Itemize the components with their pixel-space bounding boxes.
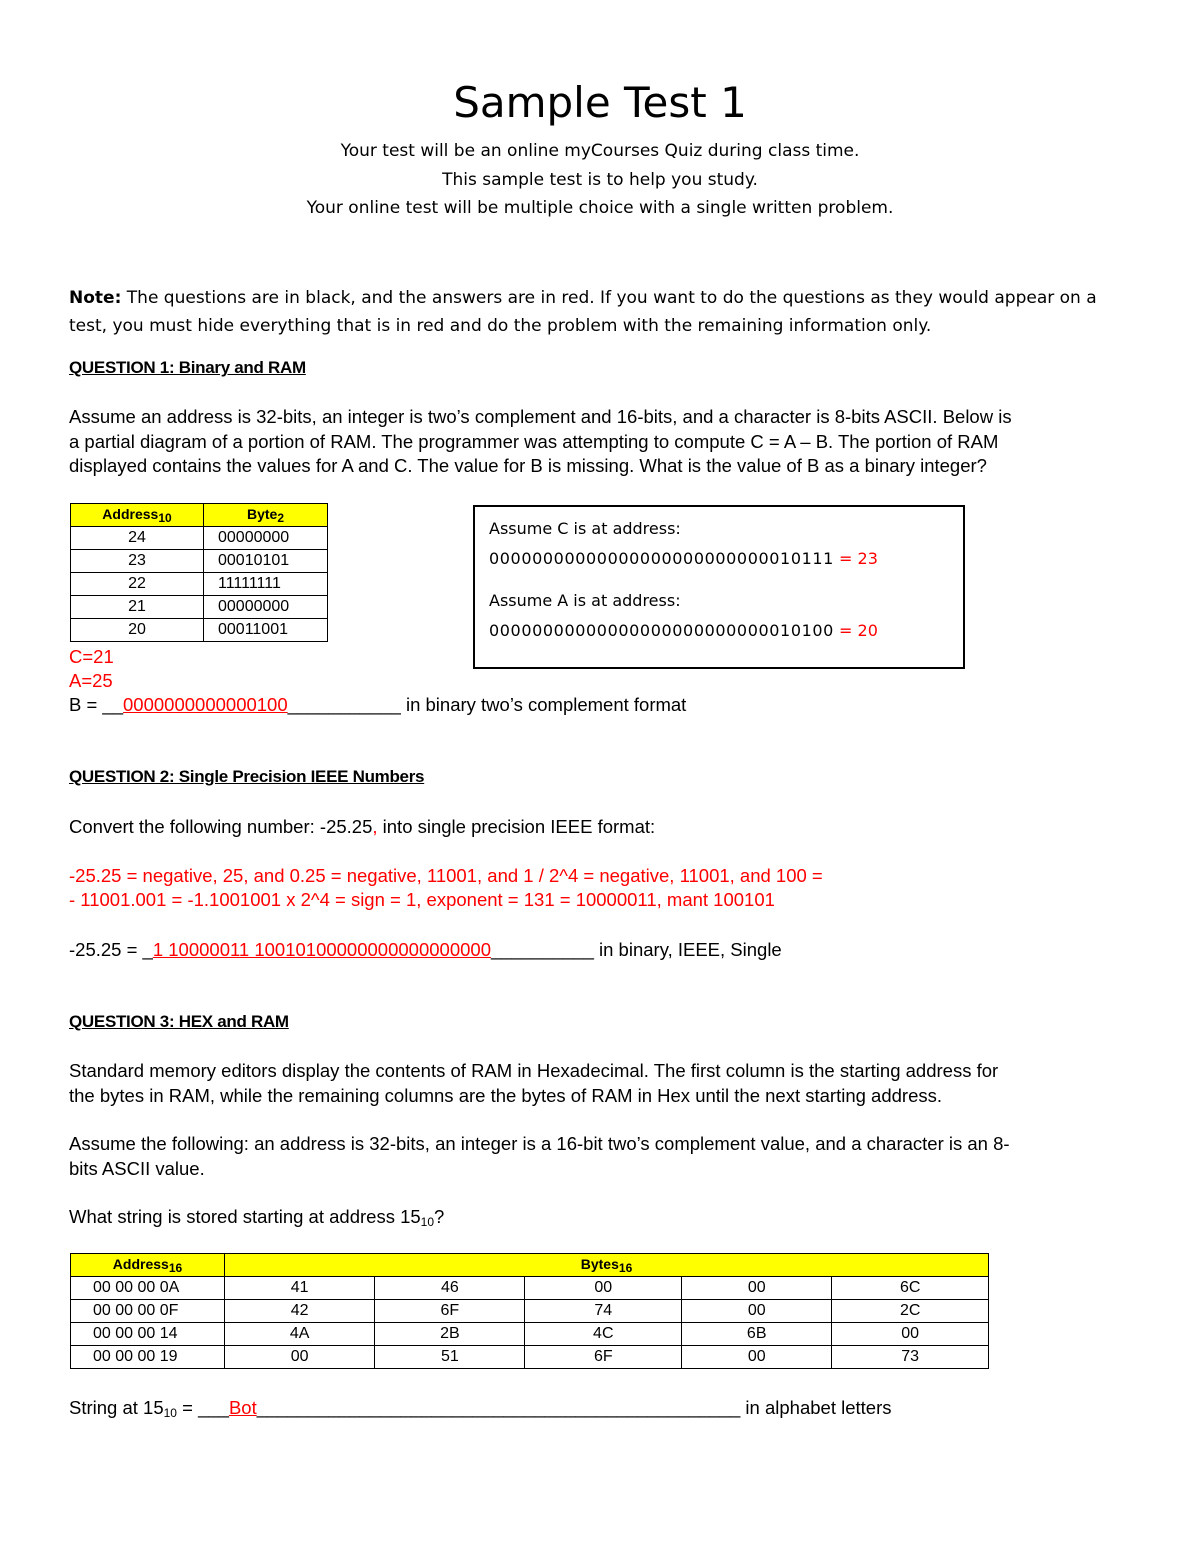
- address-cell: 22: [71, 573, 204, 596]
- hex-address-cell: 00 00 00 0A: [71, 1277, 225, 1300]
- q3-heading: QUESTION 3: HEX and RAM: [69, 1012, 289, 1031]
- answer-c: C=21: [69, 646, 114, 667]
- q2-prompt-text: Convert the following number: -25.25: [69, 816, 373, 837]
- answer-b-value: 0000000000000100: [123, 694, 288, 715]
- q3-question: [69, 1205, 444, 1235]
- q3-address-header: Address16: [71, 1254, 225, 1277]
- a-address-line: [489, 621, 878, 640]
- note-text-1: The questions are in black, and the answers are in red. If you want to do the questions as they would appear on a: [121, 288, 1097, 308]
- table-row: [71, 1277, 989, 1300]
- q3-para2-line-1: Assume the following: an address is 32-bits, an integer is a 16-bit two’s complement value, and a character is an 8-: [69, 1133, 1010, 1154]
- table-row: [71, 1300, 989, 1323]
- byte-cell: 00010101: [204, 550, 328, 573]
- hex-byte-cell: 51: [375, 1346, 525, 1369]
- q2-prompt-comma: ,: [372, 816, 378, 837]
- hex-byte-cell: 73: [832, 1346, 989, 1369]
- hex-byte-cell: 00: [682, 1346, 832, 1369]
- hex-byte-cell: 6F: [375, 1300, 525, 1323]
- hex-byte-cell: 2B: [375, 1323, 525, 1346]
- table-header-row: [71, 504, 328, 527]
- hex-byte-cell: 00: [525, 1277, 682, 1300]
- answer-b-suffix: in binary two’s complement format: [400, 694, 687, 715]
- hex-address-cell: 00 00 00 0F: [71, 1300, 225, 1323]
- q2-answer-line: [69, 938, 782, 963]
- q3-answer-eq: = ___: [176, 1397, 229, 1418]
- table-row: [71, 619, 328, 642]
- answer-b-line: [69, 693, 686, 718]
- q3-answer-sub: 10: [163, 1406, 177, 1420]
- table-row: [71, 550, 328, 573]
- hex-byte-cell: 00: [225, 1346, 375, 1369]
- q3-answer-value: Bot: [228, 1397, 257, 1418]
- q2-work-line-1: -25.25 = negative, 25, and 0.25 = negative, 11001, and 1 / 2^4 = negative, 11001, and 100 =: [69, 865, 823, 886]
- q3-answer-line: [69, 1396, 891, 1426]
- note-text-2: test, you must hide everything that is in red and do the problem with the remaining information only.: [69, 316, 932, 336]
- c-address-value: = 23: [833, 549, 878, 568]
- address-assumption-box: [473, 505, 965, 669]
- table-row: [71, 1323, 989, 1346]
- hex-byte-cell: 46: [375, 1277, 525, 1300]
- q3-para2-line-2: bits ASCII value.: [69, 1157, 205, 1179]
- q1-ram-table: [70, 503, 328, 642]
- q1-byte-header: Byte2: [204, 504, 328, 527]
- byte-cell: 00000000: [204, 596, 328, 619]
- hex-byte-cell: 6F: [525, 1346, 682, 1369]
- note-label: Note:: [69, 288, 122, 308]
- c-address-line: [489, 549, 878, 568]
- intro-line-2: This sample test is to help you study.: [442, 170, 758, 190]
- hex-byte-cell: 6B: [682, 1323, 832, 1346]
- q1-paragraph: [69, 405, 1012, 479]
- address-cell: 20: [71, 619, 204, 642]
- address-cell: 21: [71, 596, 204, 619]
- q3-hex-table: [70, 1253, 989, 1369]
- hex-address-cell: 00 00 00 19: [71, 1346, 225, 1369]
- q3-para1-line-1: Standard memory editors display the contents of RAM in Hexadecimal. The first column is the starting address for: [69, 1060, 999, 1081]
- a-address-label: Assume A is at address:: [489, 591, 681, 610]
- hex-byte-cell: 42: [225, 1300, 375, 1323]
- intro-line-3: Your online test will be multiple choice with a single written problem.: [306, 198, 894, 218]
- byte-cell: 00000000: [204, 527, 328, 550]
- q2-prompt: [69, 815, 655, 840]
- table-row: [71, 596, 328, 619]
- q3-paragraph-2: [69, 1132, 1010, 1181]
- q3-para1-line-2: the bytes in RAM, while the remaining columns are the bytes of RAM in Hex until the next starting address.: [69, 1084, 942, 1106]
- q2-answer-value: 1 10000011 10010100000000000000000: [152, 939, 491, 960]
- q3-bytes-header: Bytes16: [225, 1254, 989, 1277]
- q3-answer-prefix: String at 15: [69, 1397, 164, 1418]
- q1-para-line-1: Assume an address is 32-bits, an integer is two’s complement and 16-bits, and a character is 8-bits ASCII. Below is: [69, 406, 1012, 427]
- byte-cell: 11111111: [204, 573, 328, 596]
- address-cell: 24: [71, 527, 204, 550]
- page-title: Sample Test 1: [453, 78, 747, 127]
- q2-prompt-suffix: into single precision IEEE format:: [377, 816, 656, 837]
- hex-byte-cell: 00: [682, 1277, 832, 1300]
- q3-paragraph-1: [69, 1059, 998, 1108]
- q2-answer-prefix: -25.25 = _: [69, 939, 153, 960]
- hex-byte-cell: 2C: [832, 1300, 989, 1323]
- address-cell: 23: [71, 550, 204, 573]
- q2-heading: QUESTION 2: Single Precision IEEE Numbers: [69, 767, 425, 786]
- hex-byte-cell: 4C: [525, 1323, 682, 1346]
- q3-question-sub: 10: [420, 1215, 435, 1229]
- q1-para-line-2: a partial diagram of a portion of RAM. The programmer was attempting to compute C = A – B. The portion of RAM: [69, 430, 999, 452]
- q2-work-line-2: - 11001.001 = -1.1001001 x 2^4 = sign = 1, exponent = 131 = 10000011, mant 100101: [69, 889, 775, 910]
- a-address-bits: 00000000000000000000000000010100: [489, 621, 834, 640]
- byte-cell: 00011001: [204, 619, 328, 642]
- answer-b-blank: ___________: [287, 694, 401, 715]
- q2-answer-suffix: in binary, IEEE, Single: [593, 939, 782, 960]
- intro-line-1: Your test will be an online myCourses Quiz during class time.: [340, 141, 860, 161]
- q2-answer-blank: __________: [490, 939, 594, 960]
- c-address-label: Assume C is at address:: [489, 519, 681, 538]
- hex-byte-cell: 00: [832, 1323, 989, 1346]
- c-address-bits: 00000000000000000000000000010111: [489, 549, 834, 568]
- hex-byte-cell: 00: [682, 1300, 832, 1323]
- a-address-value: = 20: [833, 621, 878, 640]
- hex-address-cell: 00 00 00 14: [71, 1323, 225, 1346]
- q1-address-header: Address10: [71, 504, 204, 527]
- table-header-row: [71, 1254, 989, 1277]
- q3-question-text: What string is stored starting at address 15: [69, 1206, 421, 1227]
- hex-byte-cell: 41: [225, 1277, 375, 1300]
- note-paragraph: [69, 284, 1139, 340]
- hex-byte-cell: 4A: [225, 1323, 375, 1346]
- answer-b-prefix: B = __: [69, 694, 124, 715]
- q3-answer-suffix: in alphabet letters: [740, 1397, 892, 1418]
- q3-question-suffix: ?: [434, 1206, 445, 1227]
- hex-byte-cell: 74: [525, 1300, 682, 1323]
- hex-byte-cell: 6C: [832, 1277, 989, 1300]
- table-row: [71, 527, 328, 550]
- table-row: [71, 573, 328, 596]
- q1-para-line-3: displayed contains the values for A and C. The value for B is missing. What is the value of B as a binary integer?: [69, 455, 987, 476]
- q3-answer-blank: _______________________________________________: [256, 1397, 741, 1418]
- table-row: [71, 1346, 989, 1369]
- answer-a: A=25: [69, 670, 113, 691]
- q1-heading: QUESTION 1: Binary and RAM: [69, 358, 306, 377]
